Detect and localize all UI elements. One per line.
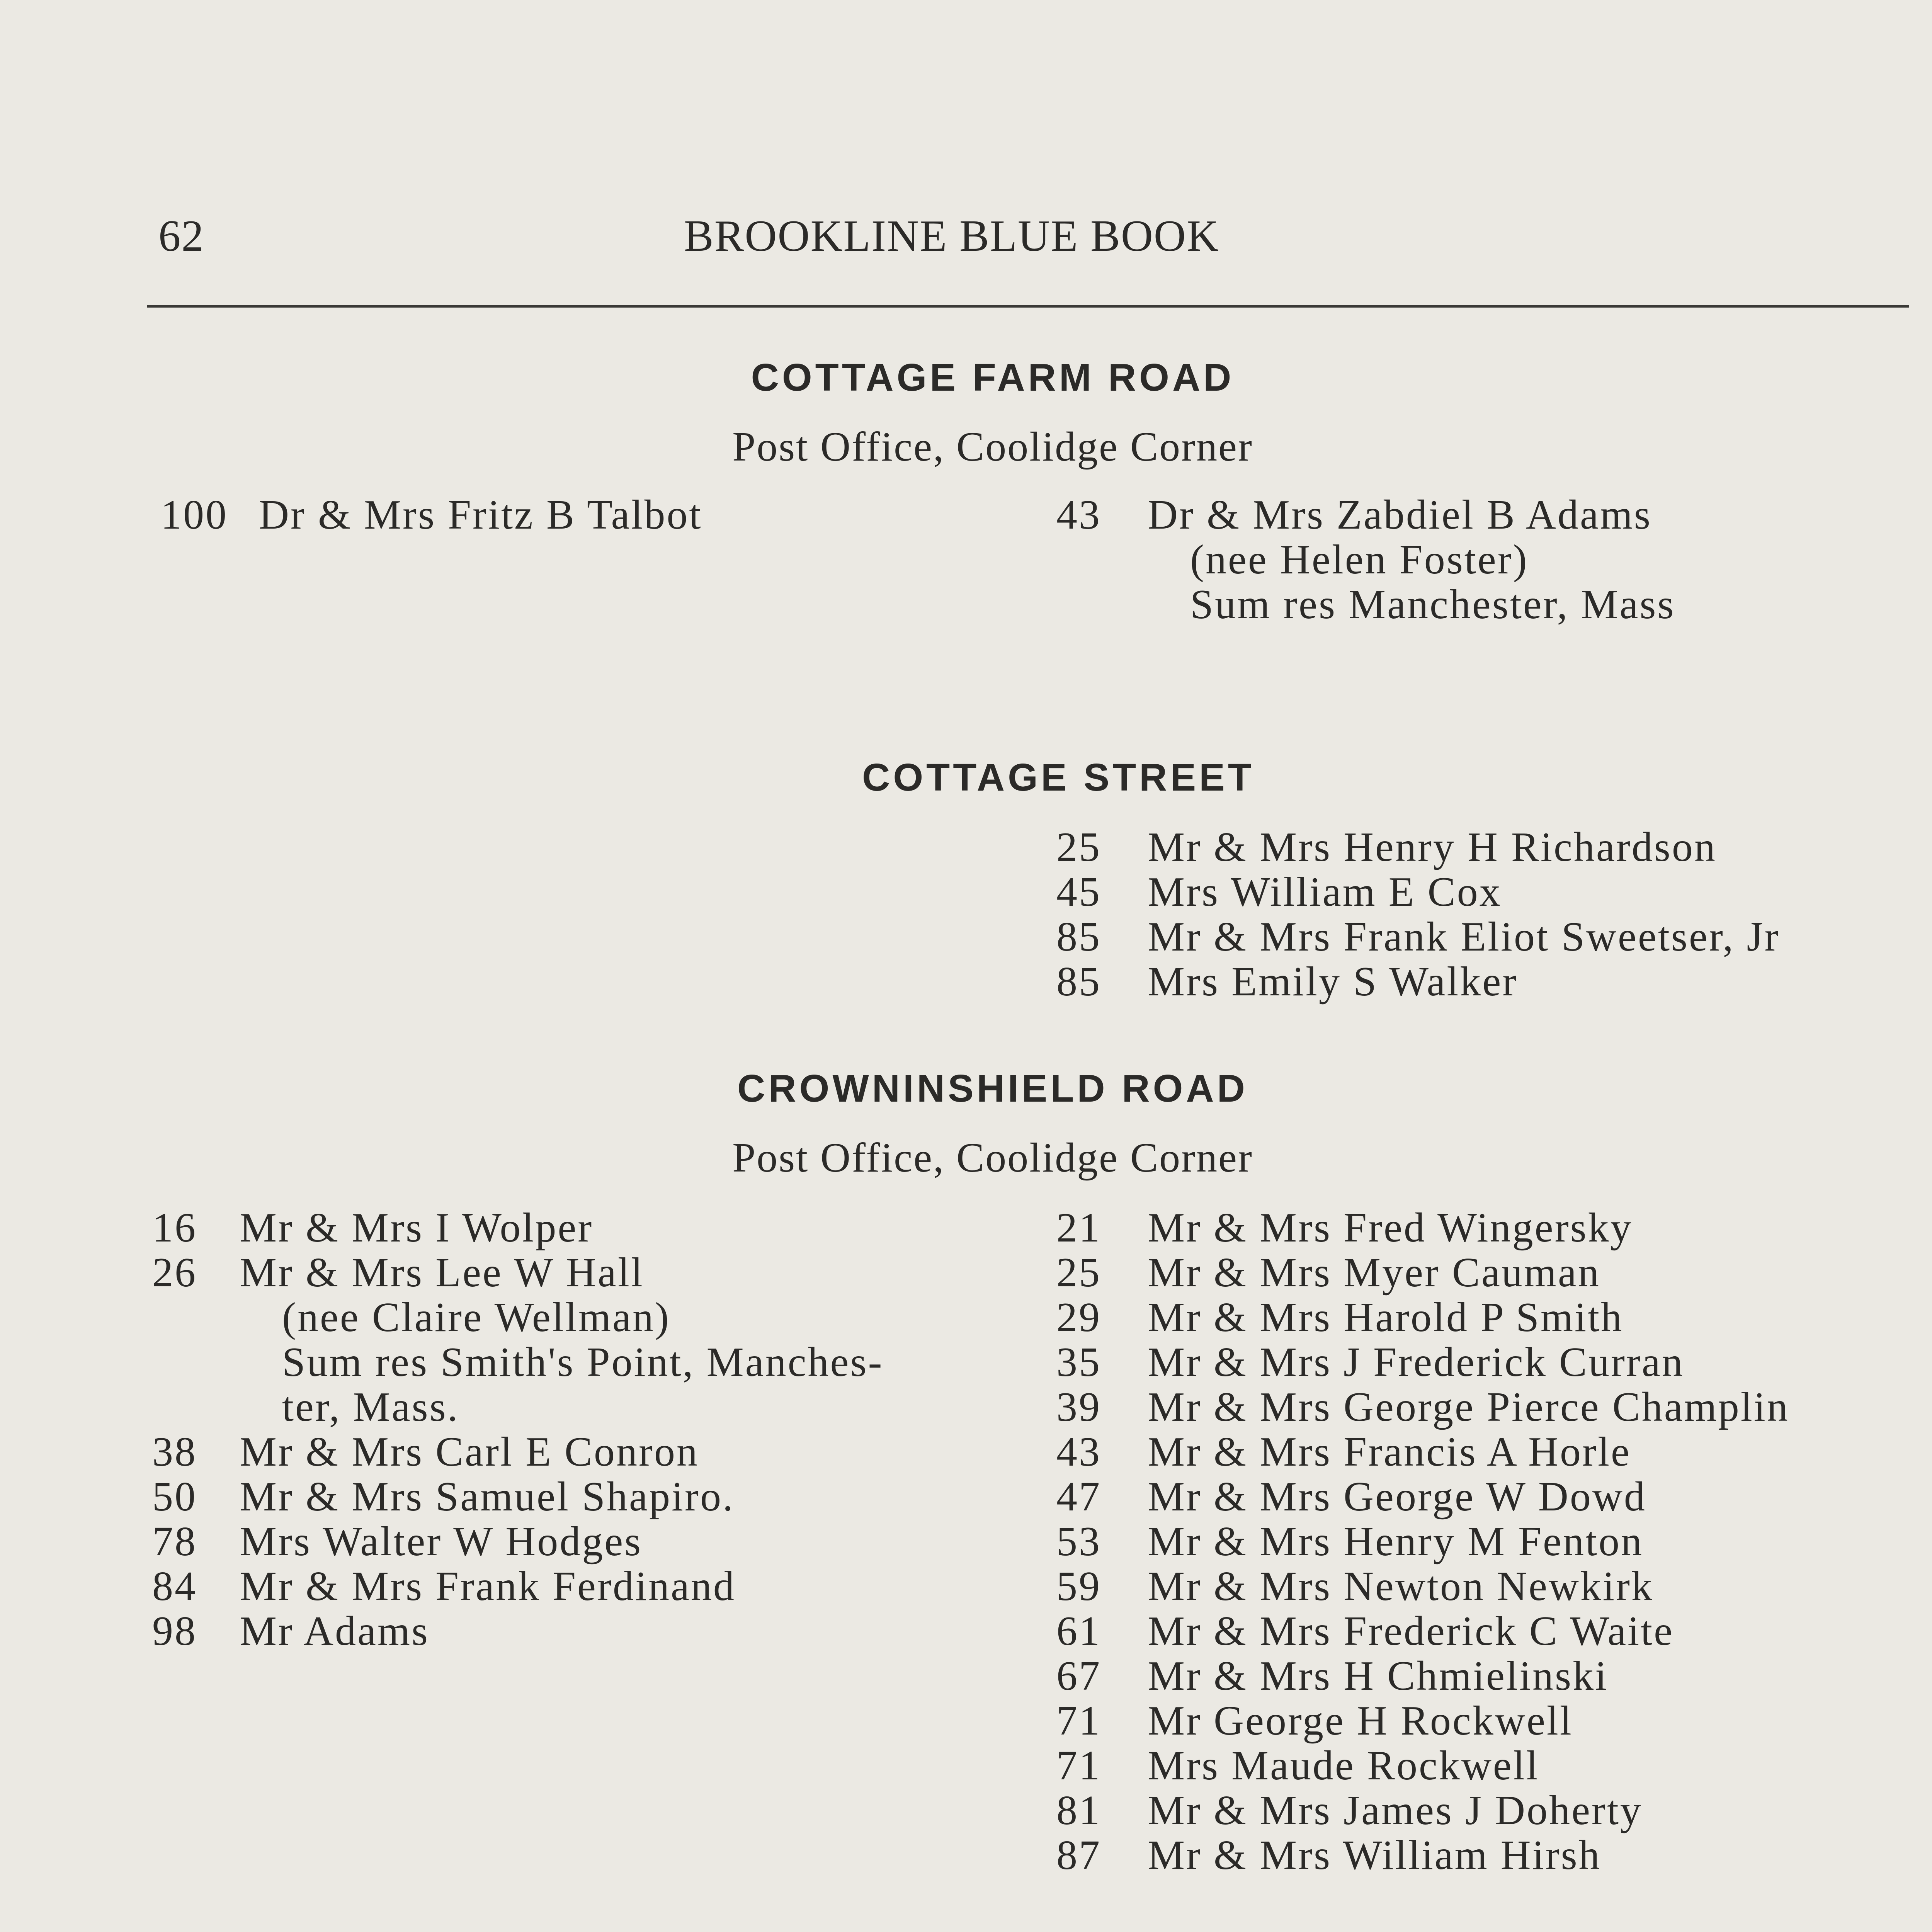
house-number: 21 — [1056, 1205, 1101, 1251]
house-number: 59 — [1056, 1563, 1101, 1609]
resident-name: Mr & Mrs James J Doherty — [1148, 1787, 1643, 1833]
resident-name: Mr & Mrs Samuel Shapiro. — [240, 1474, 735, 1520]
entry-detail: Sum res Manchester, Mass — [1190, 582, 1675, 628]
section-title-cottage-farm-road: COTTAGE FARM ROAD — [751, 356, 1235, 399]
house-number: 26 — [152, 1250, 197, 1296]
house-number: 61 — [1056, 1608, 1101, 1654]
resident-name: Mr & Mrs George Pierce Champlin — [1148, 1384, 1789, 1430]
house-number: 98 — [152, 1608, 197, 1654]
resident-name: Dr & Mrs Zabdiel B Adams — [1148, 492, 1652, 538]
house-number: 78 — [152, 1519, 197, 1565]
post-office-cottage-farm: Post Office, Coolidge Corner — [732, 424, 1253, 470]
resident-name: Mr & Mrs George W Dowd — [1148, 1474, 1646, 1520]
house-number: 38 — [152, 1429, 197, 1475]
resident-name: Mr George H Rockwell — [1148, 1698, 1573, 1744]
resident-name: Mrs Emily S Walker — [1148, 959, 1518, 1005]
house-number: 47 — [1056, 1474, 1101, 1520]
house-number: 67 — [1056, 1653, 1101, 1699]
entry-detail: Sum res Smith's Point, Manches- — [282, 1339, 884, 1385]
entry-detail: (nee Claire Wellman) — [282, 1294, 670, 1340]
resident-name: Mr & Mrs William Hirsh — [1148, 1832, 1601, 1878]
section-title-cottage-street: COTTAGE STREET — [862, 756, 1255, 799]
section-title-crowninshield-road: CROWNINSHIELD ROAD — [737, 1067, 1248, 1110]
resident-name: Mrs Maude Rockwell — [1148, 1743, 1539, 1789]
entry-detail: ter, Mass. — [282, 1384, 459, 1430]
resident-name: Mr & Mrs Frank Eliot Sweetser, Jr — [1148, 914, 1780, 960]
house-number: 45 — [1056, 869, 1101, 915]
resident-name: Mr & Mrs Frederick C Waite — [1148, 1608, 1674, 1654]
house-number: 35 — [1056, 1339, 1101, 1385]
house-number: 43 — [1056, 492, 1101, 538]
house-number: 39 — [1056, 1384, 1101, 1430]
resident-name: Mr & Mrs J Frederick Curran — [1148, 1339, 1684, 1385]
house-number: 71 — [1056, 1743, 1101, 1789]
resident-name: Mr & Mrs Francis A Horle — [1148, 1429, 1631, 1475]
house-number: 87 — [1056, 1832, 1101, 1878]
resident-name: Mr & Mrs Henry H Richardson — [1148, 824, 1717, 870]
house-number: 85 — [1056, 959, 1101, 1005]
resident-name: Mr & Mrs I Wolper — [240, 1205, 594, 1251]
house-number: 100 — [161, 492, 228, 538]
resident-name: Mr & Mrs Newton Newkirk — [1148, 1563, 1654, 1609]
resident-name: Dr & Mrs Fritz B Talbot — [259, 492, 702, 538]
post-office-crowninshield: Post Office, Coolidge Corner — [732, 1135, 1253, 1181]
house-number: 43 — [1056, 1429, 1101, 1475]
resident-name: Mrs Walter W Hodges — [240, 1519, 643, 1565]
resident-name: Mr & Mrs Carl E Conron — [240, 1429, 699, 1475]
resident-name: Mr & Mrs Harold P Smith — [1148, 1294, 1624, 1340]
house-number: 81 — [1056, 1787, 1101, 1833]
house-number: 25 — [1056, 824, 1101, 870]
house-number: 84 — [152, 1563, 197, 1609]
running-title: BROOKLINE BLUE BOOK — [684, 211, 1219, 260]
house-number: 71 — [1056, 1698, 1101, 1744]
resident-name: Mr & Mrs Lee W Hall — [240, 1250, 644, 1296]
resident-name: Mr & Mrs Henry M Fenton — [1148, 1519, 1643, 1565]
house-number: 29 — [1056, 1294, 1101, 1340]
header-rule — [147, 305, 1909, 308]
resident-name: Mrs William E Cox — [1148, 869, 1502, 915]
entry-detail: (nee Helen Foster) — [1190, 537, 1529, 583]
page-number: 62 — [158, 211, 204, 260]
resident-name: Mr & Mrs Frank Ferdinand — [240, 1563, 736, 1609]
house-number: 53 — [1056, 1519, 1101, 1565]
house-number: 16 — [152, 1205, 197, 1251]
resident-name: Mr & Mrs Myer Cauman — [1148, 1250, 1600, 1296]
resident-name: Mr Adams — [240, 1608, 429, 1654]
house-number: 25 — [1056, 1250, 1101, 1296]
resident-name: Mr & Mrs Fred Wingersky — [1148, 1205, 1633, 1251]
house-number: 50 — [152, 1474, 197, 1520]
house-number: 85 — [1056, 914, 1101, 960]
resident-name: Mr & Mrs H Chmielinski — [1148, 1653, 1609, 1699]
